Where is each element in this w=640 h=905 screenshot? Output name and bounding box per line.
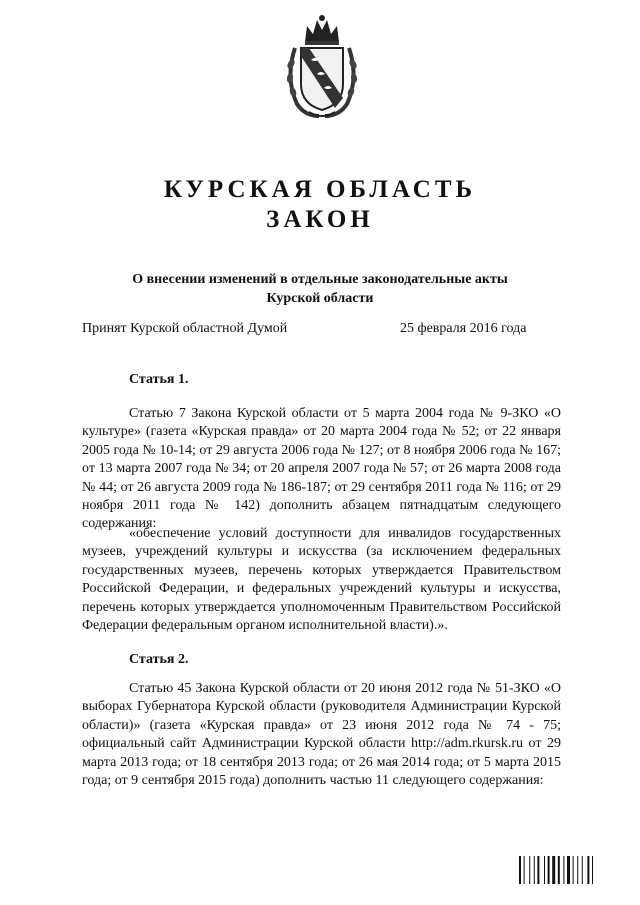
coat-of-arms-emblem — [283, 12, 361, 120]
article-1-paragraph-2: «обеспечение условий доступности для инвалидов государственных музеев, учреждений культуры и искусства (за исключением федеральных государственных музеев, перечень которых утверждается Правительством Российской Федерации, и федеральных учреждений культуры и искусства, перечень которых утверждается уполномоченным Правительством Российской Федерации федеральным органом исполнительной власти).». — [82, 526, 561, 634]
article-2-heading: Статья 2. — [129, 652, 189, 667]
law-subtitle-line-2: Курской области — [266, 291, 374, 306]
law-subtitle-line-1: О внесении изменений в отдельные законодательные акты — [132, 272, 508, 287]
adopted-by-text: Принят Курской областной Думой — [82, 321, 288, 336]
article-1-heading: Статья 1. — [129, 372, 189, 387]
barcode-icon — [519, 856, 609, 884]
region-title: КУРСКАЯ ОБЛАСТЬ — [163, 176, 477, 203]
document-type-title: ЗАКОН — [266, 206, 374, 233]
adopted-date-text: 25 февраля 2016 года — [400, 321, 527, 336]
article-1-paragraph-1: Статью 7 Закона Курской области от 5 марта 2004 года № 9-ЗКО «О культуре» (газета «Курская правда» от 20 марта 2004 года № 52; от 22 января 2005 года № 10-14; от 29 августа 2006 года № 127; от 8 ноября 2006 года № 167; от 13 марта 2007 года № 34; от 20 апреля 2007 года № 57; от 26 марта 2008 года № 44; от 26 августа 2009 года № 186-187; от 29 сентября 2011 года № 116; от 29 ноября 2011 года № 142) дополнить абзацем пятнадцатым следующего содержания: — [82, 406, 561, 532]
article-2-paragraph-1: Статью 45 Закона Курской области от 20 июня 2012 года № 51-ЗКО «О выборах Губернатора Курской области (руководителя Администрации Курской области)» (газета «Курская правда» от 23 июня 2012 года № 74 - 75; официальный сайт Администрации Курской области http://adm.rkursk.ru от 29 марта 2013 года; от 18 сентября 2013 года; от 26 мая 2014 года; от 5 марта 2015 года; от 9 сентября 2015 года) дополнить частью 11 следующего содержания: — [82, 681, 561, 789]
